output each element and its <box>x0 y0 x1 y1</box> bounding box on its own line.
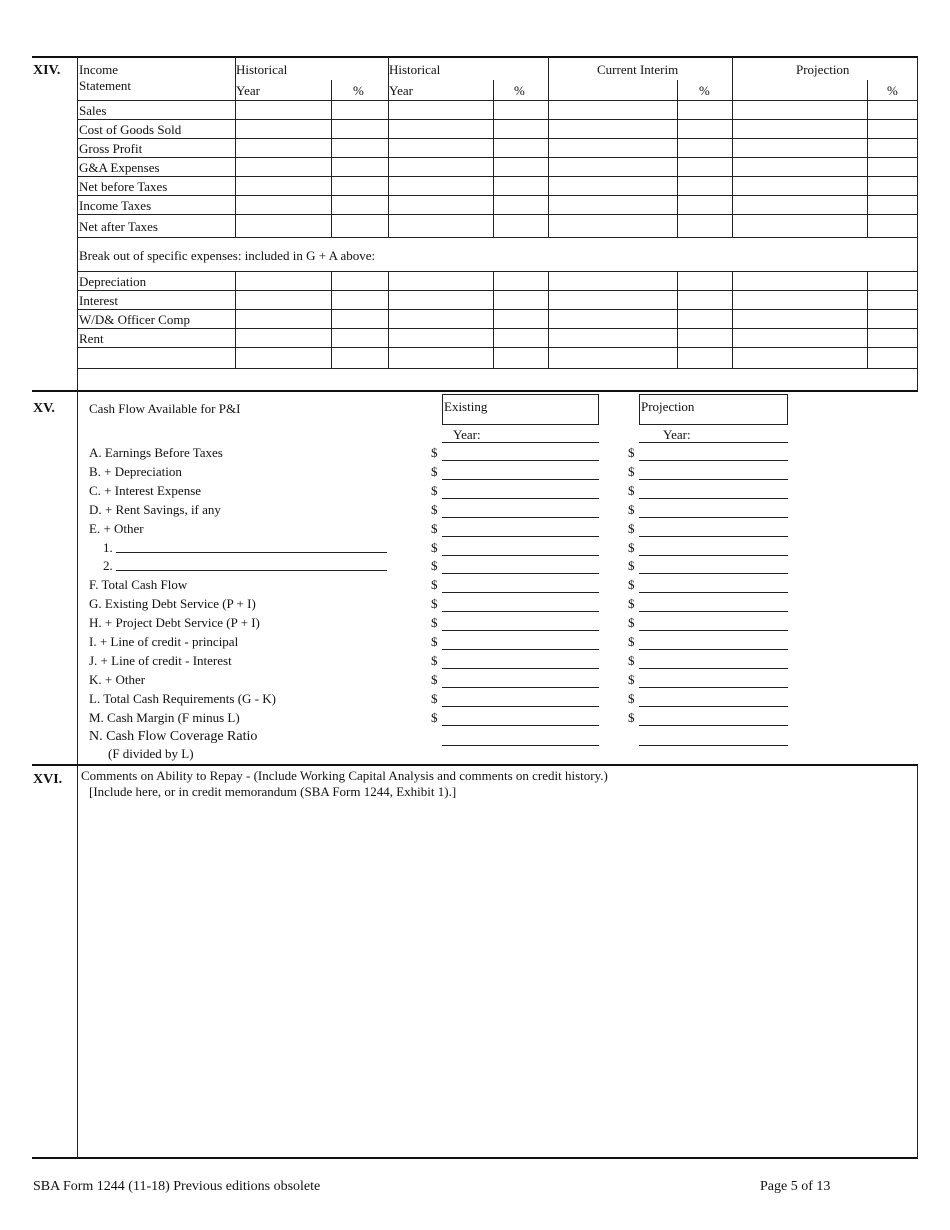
row-label-4: Net before Taxes <box>79 179 168 194</box>
projection-amount-line[interactable] <box>639 555 788 556</box>
income-cell[interactable] <box>733 177 866 194</box>
breakout-cell[interactable] <box>868 348 916 367</box>
dollar-sign: $ <box>431 483 438 498</box>
income-cell[interactable] <box>549 196 676 213</box>
income-cell[interactable] <box>494 158 547 175</box>
income-cell[interactable] <box>389 177 492 194</box>
existing-amount-line[interactable] <box>442 630 599 631</box>
income-cell[interactable] <box>868 158 916 175</box>
breakout-cell[interactable] <box>236 291 330 308</box>
cash-flow-item-label: A. Earnings Before Taxes <box>89 445 223 460</box>
dollar-sign: $ <box>431 596 438 611</box>
header-year-1: Year <box>236 83 260 98</box>
income-cell[interactable] <box>868 101 916 118</box>
breakout-cell[interactable] <box>236 348 330 367</box>
header-projection: Projection <box>796 62 850 77</box>
cash-flow-item-label: K. + Other <box>89 672 146 687</box>
section-xvi-number: XVI. <box>33 772 63 787</box>
income-cell[interactable] <box>549 139 676 156</box>
income-cell[interactable] <box>868 177 916 194</box>
income-cell[interactable] <box>236 158 330 175</box>
comments-area[interactable] <box>78 800 916 1156</box>
income-cell[interactable] <box>332 101 387 118</box>
income-cell[interactable] <box>678 158 731 175</box>
income-cell[interactable] <box>678 101 731 118</box>
coverage-ratio-existing-line[interactable] <box>442 745 599 746</box>
dollar-sign: $ <box>628 577 635 592</box>
cash-flow-item-label: D. + Rent Savings, if any <box>89 502 221 517</box>
projection-amount-line[interactable] <box>639 536 788 537</box>
dollar-sign: $ <box>628 483 635 498</box>
comments-instruction: Comments on Ability to Repay - (Include Working Capital Analysis and comments on credit history.) <box>81 768 608 783</box>
income-cell[interactable] <box>389 101 492 118</box>
breakout-label: Break out of specific expenses: included in G + A above: <box>79 248 376 263</box>
income-cell[interactable] <box>494 120 547 137</box>
breakout-cell[interactable] <box>733 348 866 367</box>
income-cell[interactable] <box>733 101 866 118</box>
breakout-cell[interactable] <box>549 329 676 346</box>
income-cell[interactable] <box>332 139 387 156</box>
dollar-sign: $ <box>431 615 438 630</box>
cash-flow-item-label: E. + Other <box>89 521 144 536</box>
income-cell[interactable] <box>389 158 492 175</box>
existing-amount-line[interactable] <box>442 611 599 612</box>
income-cell[interactable] <box>733 158 866 175</box>
breakout-cell[interactable] <box>549 272 676 289</box>
income-cell[interactable] <box>389 196 492 213</box>
projection-amount-line[interactable] <box>639 725 788 726</box>
breakout-cell[interactable] <box>733 310 866 327</box>
header-year-2: Year <box>389 83 413 98</box>
income-cell[interactable] <box>549 215 676 236</box>
breakout-cell[interactable] <box>236 272 330 289</box>
income-cell[interactable] <box>868 120 916 137</box>
footer-form-id: SBA Form 1244 (11-18) Previous editions obsolete <box>33 1179 321 1194</box>
dollar-sign: $ <box>431 653 438 668</box>
breakout-row-label-3: Rent <box>79 331 104 346</box>
existing-amount-line[interactable] <box>442 668 599 669</box>
coverage-ratio-projection-line[interactable] <box>639 745 788 746</box>
breakout-cell[interactable] <box>494 310 547 327</box>
existing-year-label: Year: <box>453 427 481 442</box>
breakout-cell[interactable] <box>332 291 387 308</box>
income-cell[interactable] <box>733 196 866 213</box>
income-cell[interactable] <box>236 196 330 213</box>
other-subitem-label: 2. <box>103 558 113 573</box>
income-cell[interactable] <box>236 177 330 194</box>
income-cell[interactable] <box>549 177 676 194</box>
header-income: Income <box>79 62 118 77</box>
dollar-sign: $ <box>431 672 438 687</box>
dollar-sign: $ <box>628 634 635 649</box>
breakout-cell[interactable] <box>868 329 916 346</box>
section-xv-number: XV. <box>33 401 55 416</box>
header-current-interim: Current Interim <box>597 62 679 77</box>
income-cell[interactable] <box>389 215 492 236</box>
breakout-cell[interactable] <box>494 291 547 308</box>
breakout-cell[interactable] <box>678 291 731 308</box>
breakout-cell[interactable] <box>678 310 731 327</box>
projection-amount-line[interactable] <box>639 479 788 480</box>
income-cell[interactable] <box>494 196 547 213</box>
row-label-1: Cost of Goods Sold <box>79 122 182 137</box>
income-cell[interactable] <box>332 177 387 194</box>
header-percent-4: % <box>887 83 898 98</box>
header-percent-3: % <box>699 83 710 98</box>
breakout-cell[interactable] <box>389 348 492 367</box>
dollar-sign: $ <box>628 445 635 460</box>
income-cell[interactable] <box>236 215 330 236</box>
dollar-sign: $ <box>628 691 635 706</box>
dollar-sign: $ <box>628 540 635 555</box>
projection-amount-line[interactable] <box>639 687 788 688</box>
header-percent-1: % <box>353 83 364 98</box>
projection-amount-line[interactable] <box>639 517 788 518</box>
projection-year-label: Year: <box>663 427 691 442</box>
row-label-6: Net after Taxes <box>79 219 158 234</box>
income-cell[interactable] <box>494 215 547 236</box>
row-label-2: Gross Profit <box>79 141 143 156</box>
dollar-sign: $ <box>628 596 635 611</box>
income-cell[interactable] <box>678 196 731 213</box>
existing-amount-line[interactable] <box>442 725 599 726</box>
breakout-cell[interactable] <box>332 348 387 367</box>
existing-column-header: Existing <box>442 394 599 425</box>
income-cell[interactable] <box>678 120 731 137</box>
cash-flow-item-label: J. + Line of credit - Interest <box>89 653 232 668</box>
dollar-sign: $ <box>431 710 438 725</box>
cash-flow-item-label: L. Total Cash Requirements (G - K) <box>89 691 276 706</box>
breakout-cell[interactable] <box>389 291 492 308</box>
existing-amount-line[interactable] <box>442 573 599 574</box>
coverage-ratio-label: N. Cash Flow Coverage Ratio <box>89 729 258 744</box>
breakout-cell[interactable] <box>549 348 676 367</box>
income-cell[interactable] <box>236 101 330 118</box>
income-cell[interactable] <box>549 101 676 118</box>
dollar-sign: $ <box>628 710 635 725</box>
breakout-cell[interactable] <box>733 272 866 289</box>
dollar-sign: $ <box>431 691 438 706</box>
breakout-cell[interactable] <box>868 272 916 289</box>
cash-flow-item-label: B. + Depreciation <box>89 464 182 479</box>
footer-page-number: Page 5 of 13 <box>760 1179 831 1194</box>
dollar-sign: $ <box>431 577 438 592</box>
income-cell[interactable] <box>733 215 866 236</box>
projection-amount-line[interactable] <box>639 460 788 461</box>
breakout-cell[interactable] <box>494 329 547 346</box>
existing-amount-line[interactable] <box>442 498 599 499</box>
income-cell[interactable] <box>389 139 492 156</box>
dollar-sign: $ <box>431 464 438 479</box>
breakout-cell[interactable] <box>868 310 916 327</box>
cash-flow-item-label: M. Cash Margin (F minus L) <box>89 710 240 725</box>
dollar-sign: $ <box>628 653 635 668</box>
dollar-sign: $ <box>431 558 438 573</box>
projection-amount-line[interactable] <box>639 706 788 707</box>
header-percent-2: % <box>514 83 525 98</box>
income-cell[interactable] <box>494 139 547 156</box>
projection-amount-line[interactable] <box>639 630 788 631</box>
breakout-cell[interactable] <box>332 272 387 289</box>
existing-amount-line[interactable] <box>442 649 599 650</box>
existing-amount-line[interactable] <box>442 592 599 593</box>
income-cell[interactable] <box>733 120 866 137</box>
breakout-row-label-2: W/D& Officer Comp <box>79 312 190 327</box>
dollar-sign: $ <box>431 634 438 649</box>
income-cell[interactable] <box>494 177 547 194</box>
income-cell[interactable] <box>494 101 547 118</box>
dollar-sign: $ <box>431 540 438 555</box>
breakout-cell[interactable] <box>549 310 676 327</box>
income-cell[interactable] <box>549 120 676 137</box>
existing-amount-line[interactable] <box>442 479 599 480</box>
income-cell[interactable] <box>868 196 916 213</box>
other-subitem-line[interactable] <box>116 552 387 553</box>
breakout-cell[interactable] <box>332 329 387 346</box>
dollar-sign: $ <box>431 502 438 517</box>
projection-column-header: Projection <box>639 394 788 425</box>
dollar-sign: $ <box>431 445 438 460</box>
dollar-sign: $ <box>431 521 438 536</box>
existing-amount-line[interactable] <box>442 687 599 688</box>
income-cell[interactable] <box>332 196 387 213</box>
cash-flow-item-label: C. + Interest Expense <box>89 483 202 498</box>
breakout-row-label-0: Depreciation <box>79 274 147 289</box>
income-cell[interactable] <box>678 215 731 236</box>
income-cell[interactable] <box>868 139 916 156</box>
existing-amount-line[interactable] <box>442 555 599 556</box>
existing-amount-line[interactable] <box>442 460 599 461</box>
row-label-0: Sales <box>79 103 107 118</box>
comments-instruction-2: [Include here, or in credit memorandum (SBA Form 1244, Exhibit 1).] <box>89 784 457 799</box>
other-subitem-line[interactable] <box>116 570 387 571</box>
dollar-sign: $ <box>628 502 635 517</box>
dollar-sign: $ <box>628 672 635 687</box>
dollar-sign: $ <box>628 558 635 573</box>
breakout-cell[interactable] <box>549 291 676 308</box>
dollar-sign: $ <box>628 521 635 536</box>
cash-flow-item-label: I. + Line of credit - principal <box>89 634 239 649</box>
row-label-3: G&A Expenses <box>79 160 160 175</box>
breakout-cell[interactable] <box>236 310 330 327</box>
dollar-sign: $ <box>628 615 635 630</box>
breakout-cell[interactable] <box>733 329 866 346</box>
breakout-cell[interactable] <box>389 310 492 327</box>
breakout-cell[interactable] <box>389 329 492 346</box>
income-cell[interactable] <box>678 177 731 194</box>
projection-amount-line[interactable] <box>639 498 788 499</box>
breakout-cell[interactable] <box>389 272 492 289</box>
breakout-cell[interactable] <box>678 348 731 367</box>
dollar-sign: $ <box>628 464 635 479</box>
projection-amount-line[interactable] <box>639 573 788 574</box>
header-statement: Statement <box>79 78 131 93</box>
breakout-cell[interactable] <box>332 310 387 327</box>
cash-flow-title: Cash Flow Available for P&I <box>89 401 241 416</box>
header-historical-2: Historical <box>389 62 441 77</box>
cash-flow-item-label: H. + Project Debt Service (P + I) <box>89 615 260 630</box>
coverage-ratio-sub: (F divided by L) <box>108 746 194 761</box>
breakout-cell[interactable] <box>236 329 330 346</box>
projection-amount-line[interactable] <box>639 649 788 650</box>
breakout-cell[interactable] <box>678 329 731 346</box>
income-cell[interactable] <box>868 215 916 236</box>
cash-flow-item-label: G. Existing Debt Service (P + I) <box>89 596 256 611</box>
cash-flow-item-label: F. Total Cash Flow <box>89 577 188 592</box>
projection-amount-line[interactable] <box>639 611 788 612</box>
income-cell[interactable] <box>332 158 387 175</box>
breakout-cell[interactable] <box>868 291 916 308</box>
row-label-5: Income Taxes <box>79 198 152 213</box>
income-cell[interactable] <box>549 158 676 175</box>
breakout-row-label-1: Interest <box>79 293 118 308</box>
income-cell[interactable] <box>236 139 330 156</box>
projection-amount-line[interactable] <box>639 668 788 669</box>
existing-amount-line[interactable] <box>442 706 599 707</box>
existing-amount-line[interactable] <box>442 536 599 537</box>
income-cell[interactable] <box>332 120 387 137</box>
projection-amount-line[interactable] <box>639 592 788 593</box>
existing-amount-line[interactable] <box>442 517 599 518</box>
breakout-cell[interactable] <box>733 291 866 308</box>
section-xiv-number: XIV. <box>33 63 61 78</box>
income-cell[interactable] <box>733 139 866 156</box>
income-cell[interactable] <box>678 139 731 156</box>
header-historical-1: Historical <box>236 62 288 77</box>
other-subitem-label: 1. <box>103 540 113 555</box>
income-cell[interactable] <box>332 215 387 236</box>
breakout-cell[interactable] <box>494 272 547 289</box>
income-cell[interactable] <box>389 120 492 137</box>
breakout-cell[interactable] <box>678 272 731 289</box>
income-cell[interactable] <box>236 120 330 137</box>
breakout-cell[interactable] <box>494 348 547 367</box>
